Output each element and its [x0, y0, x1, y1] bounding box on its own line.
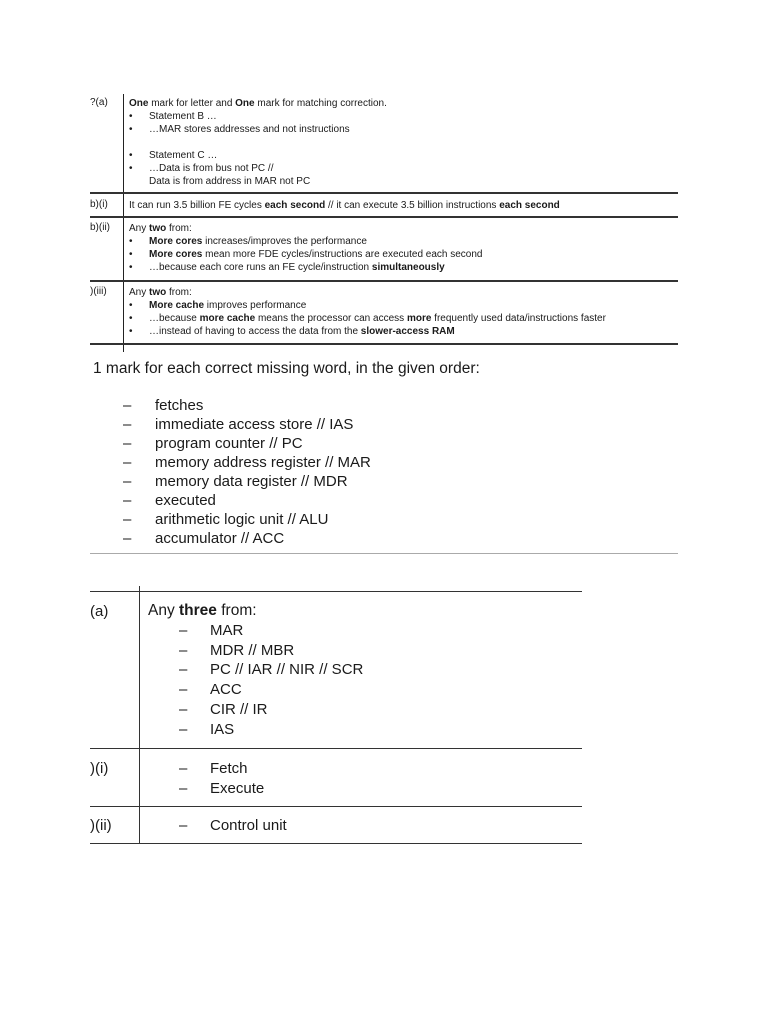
answer-intro: Any two from:	[129, 287, 192, 298]
bullet-item: • More cache improves performance	[129, 300, 307, 311]
table3-answer-cell	[148, 601, 363, 740]
table3-row-divider	[90, 806, 582, 807]
table1-row-divider	[90, 343, 678, 345]
answer-list-item: – MAR	[179, 621, 244, 639]
table1-answer-cell	[129, 199, 560, 212]
answer-list-item: – immediate access store // IAS	[123, 416, 354, 433]
answer-list-item: – MDR // MBR	[179, 641, 295, 659]
answer-list-item: – executed	[123, 492, 216, 509]
table3-row-label: )(ii)	[90, 817, 112, 834]
bullet-item: • …because more cache means the processor can access more frequently used data/instructions faster	[129, 313, 606, 324]
table1-row-label: ?(a)	[90, 97, 108, 108]
table3-row-divider	[90, 591, 582, 592]
answer-list-item: – IAS	[179, 720, 235, 738]
table1-row-divider	[90, 192, 678, 194]
table3-row-label: )(i)	[90, 760, 109, 777]
answer-list-item: – Control unit	[179, 817, 287, 834]
bullet-item: • More cores mean more FDE cycles/instructions are executed each second	[129, 249, 483, 260]
answer-list-item: – fetches	[123, 397, 204, 414]
table3-answer-cell	[148, 759, 264, 799]
answer-list-item: – memory data register // MDR	[123, 473, 348, 490]
answer-list-item: – arithmetic logic unit // ALU	[123, 511, 329, 528]
table1-answer-cell	[129, 97, 387, 188]
answer-list-item: – ACC	[179, 681, 242, 699]
table1-row-label: b)(i)	[90, 199, 108, 210]
section-divider	[90, 553, 678, 554]
section-heading: 1 mark for each correct missing word, in the given order:	[93, 360, 480, 377]
table1-row-label: b)(ii)	[90, 222, 110, 233]
bullet-item: • …Data is from bus not PC //	[129, 163, 274, 174]
answer-list-item: – Execute	[179, 779, 265, 797]
bullet-item: • …MAR stores addresses and not instructions	[129, 124, 350, 135]
answer-intro: Any two from:	[129, 223, 192, 234]
table3-row-divider	[90, 843, 582, 844]
table1-row-divider	[90, 280, 678, 282]
answer-list-item: – CIR // IR	[179, 700, 268, 718]
bullet-item: • Statement C …	[129, 150, 218, 161]
bullet-item: • …because each core runs an FE cycle/instruction simultaneously	[129, 262, 445, 273]
table3-row-divider	[90, 748, 582, 749]
table1-answer-cell	[129, 286, 606, 338]
bullet-continuation: Data is from address in MAR not PC	[149, 176, 311, 187]
bullet-item: • …instead of having to access the data from the slower-access RAM	[129, 326, 455, 337]
answer-list-item: – program counter // PC	[123, 435, 303, 452]
answer-intro: It can run 3.5 billion FE cycles each second // it can execute 3.5 billion instructions each second	[129, 200, 560, 211]
answer-list-item: – memory address register // MAR	[123, 454, 371, 471]
table1-answer-cell	[129, 222, 483, 274]
table1-row-label: )(iii)	[90, 286, 107, 297]
answer-intro: One mark for letter and One mark for matching correction.	[129, 98, 387, 109]
answer-list-item: – PC // IAR // NIR // SCR	[179, 661, 364, 679]
table1-column-divider	[123, 94, 124, 352]
answer-list-item: – Fetch	[179, 760, 248, 777]
table3-answer-cell	[148, 816, 287, 836]
bullet-item: • Statement B …	[129, 111, 217, 122]
table1-row-divider	[90, 216, 678, 218]
table3-row-label: (a)	[90, 603, 109, 620]
answer-intro: Any three from:	[148, 602, 257, 619]
bullet-item: • More cores increases/improves the performance	[129, 236, 367, 247]
answer-list-item: – accumulator // ACC	[123, 530, 285, 547]
